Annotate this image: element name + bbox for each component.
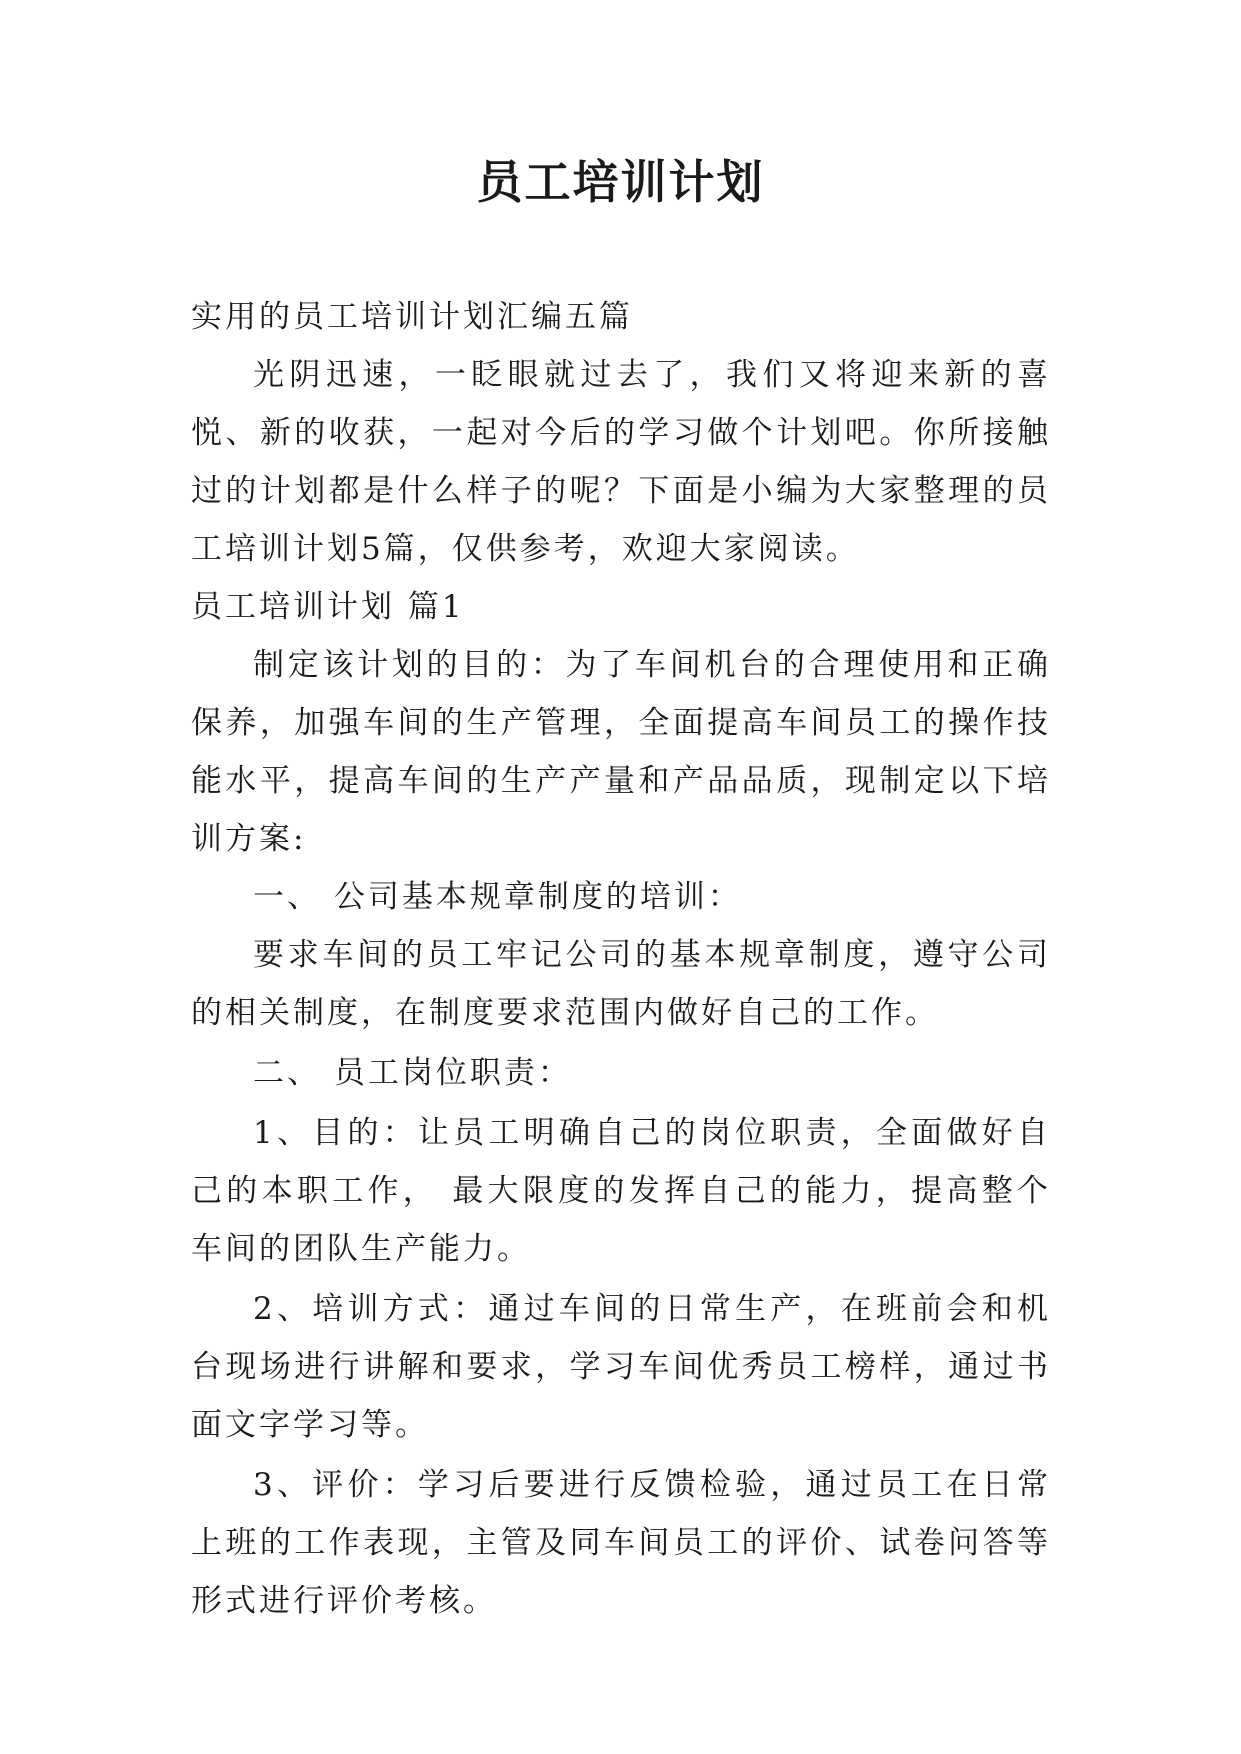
subsection-heading: 一、 公司基本规章制度的培训： [253,879,742,915]
body-paragraph: 要求车间的员工牢记公司的基本规章制度，遵守公司的相关制度，在制度要求范围内做好自己的工作。 [191,937,1051,1031]
section-heading: 员工培训计划 篇1 [191,589,465,625]
list-item: 2、培训方式：通过车间的日常生产，在班前会和机台现场进行讲解和要求，学习车间优秀员工榜样，通过书面文字学习等。 [191,1291,1051,1443]
list-item: 3、评价：学习后要进行反馈检验，通过员工在日常上班的工作表现，主管及同车间员工的评价、试卷问答等形式进行评价考核。 [191,1467,1051,1619]
intro-paragraph: 光阴迅速，一眨眼就过去了，我们又将迎来新的喜悦、新的收获，一起对今后的学习做个计划吧。你所接触过的计划都是什么样子的呢？下面是小编为大家整理的员工培训计划5篇，仅供参考，欢迎大家阅读。 [191,357,1051,567]
subsection-heading: 二、 员工岗位职责： [253,1055,572,1091]
document-title: 员工培训计划 [476,155,765,209]
document-subtitle: 实用的员工培训计划汇编五篇 [191,299,633,335]
list-item: 1、目的：让员工明确自己的岗位职责，全面做好自己的本职工作， 最大限度的发挥自己的能力，提高整个车间的团队生产能力。 [191,1115,1051,1267]
document-body [191,288,1051,1630]
purpose-paragraph: 制定该计划的目的：为了车间机台的合理使用和正确保养，加强车间的生产管理，全面提高车间员工的操作技能水平，提高车间的生产产量和产品品质，现制定以下培训方案: [191,647,1051,857]
